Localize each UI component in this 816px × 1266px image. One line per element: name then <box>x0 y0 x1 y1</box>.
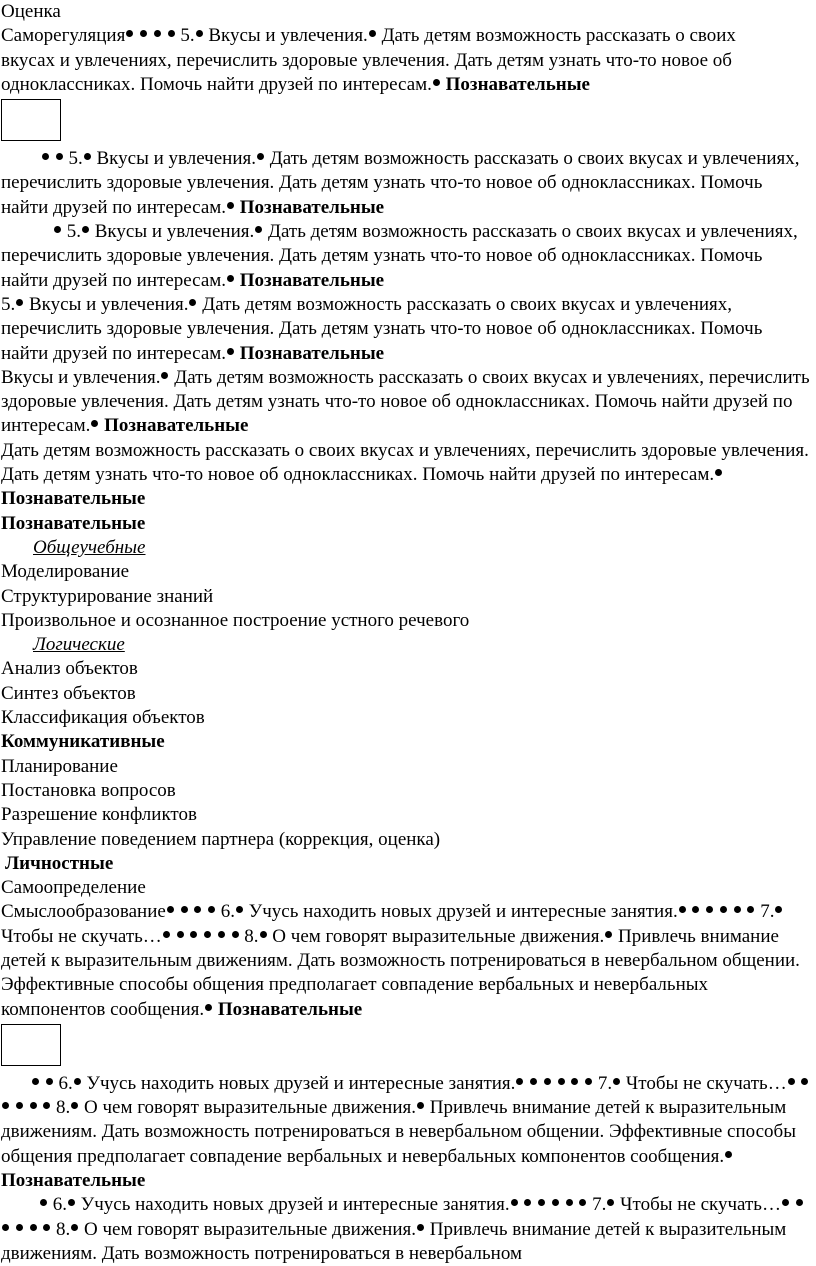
paragraph-9 <box>1 1193 813 1266</box>
bullet-icon <box>227 275 234 282</box>
text: О чем говорят выразительные движения. <box>267 925 605 947</box>
bullet-icon <box>579 1199 586 1206</box>
bullet-icon <box>227 202 234 209</box>
heading-lichnostnye: Личностные <box>5 852 114 874</box>
bullet-icon <box>613 1078 620 1085</box>
bullet-icon <box>16 1224 23 1231</box>
bullet-icon <box>369 30 376 37</box>
bullet-icon <box>30 1224 37 1231</box>
paragraph-7 <box>1 900 813 1021</box>
bullet-icon <box>796 1199 803 1206</box>
text: 5. <box>63 148 83 170</box>
text: Вкусы и увлечения. <box>203 25 368 47</box>
bullet-icon <box>747 906 754 913</box>
text: 6. <box>53 1072 73 1094</box>
bullet-icon <box>196 30 203 37</box>
bullet-icon <box>177 931 184 938</box>
bullet-icon <box>189 299 196 306</box>
text: 5. <box>62 221 81 243</box>
paragraph-3 <box>1 220 813 293</box>
bullet-icon <box>168 30 175 37</box>
list-item: Моделирование <box>1 561 130 583</box>
text-bold: Познавательные <box>213 998 363 1020</box>
bullet-icon <box>43 1102 50 1109</box>
list-item: Самоопределение <box>1 877 146 899</box>
bullet-icon <box>30 1102 37 1109</box>
subheading-logicheskie: Логические <box>33 634 125 656</box>
text: 7. <box>755 901 775 923</box>
bullet-icon <box>91 420 98 427</box>
text: Вкусы и увлечения. <box>24 293 189 315</box>
bullet-icon <box>16 299 23 306</box>
paragraph-6 <box>1 439 813 512</box>
bullet-icon <box>558 1078 565 1085</box>
text: О чем говорят выразительные движения. <box>79 1097 416 1119</box>
bullet-icon <box>32 1078 39 1085</box>
bullet-icon <box>433 79 440 86</box>
bullet-icon <box>71 1224 78 1231</box>
bullet-icon <box>204 931 211 938</box>
bullet-icon <box>42 153 49 160</box>
bullet-icon <box>181 906 188 913</box>
bullet-icon <box>227 348 234 355</box>
bullet-icon <box>725 1151 732 1158</box>
bullet-icon <box>205 1004 212 1011</box>
bullet-icon <box>530 1078 537 1085</box>
bullet-icon <box>46 1078 53 1085</box>
text: Вкусы и увлечения. <box>1 366 161 388</box>
document-page <box>1 0 813 1266</box>
text: Учусь находить новых друзей и интересные занятия. <box>76 1194 510 1216</box>
text: 8. <box>51 1218 71 1240</box>
text-bold: Познавательные <box>235 342 385 364</box>
list-item: Синтез объектов <box>1 682 136 704</box>
text: Дать детям возможность рассказать о своих вкусах и увлечениях, перечислить здоровые увлечения. Дать детям узнать что-то новое об одноклассниках. Помочь найти друзей по интересам. <box>1 366 810 437</box>
bullet-icon <box>84 153 91 160</box>
text-bold: Познавательные <box>1 1170 146 1192</box>
heading-poznavatelnye: Познавательные <box>1 512 146 534</box>
bullet-icon <box>524 1199 531 1206</box>
empty-box <box>1 1024 61 1066</box>
bullet-icon <box>585 1078 592 1085</box>
bullet-icon <box>552 1199 559 1206</box>
bullet-icon <box>140 30 147 37</box>
bullet-icon <box>167 906 174 913</box>
text-bold: Познавательные <box>440 73 590 95</box>
bullet-icon <box>538 1199 545 1206</box>
bullet-icon <box>236 906 243 913</box>
text: Вкусы и увлечения. <box>91 148 256 170</box>
text: Учусь находить новых друзей и интересные занятия. <box>244 901 678 923</box>
bullet-icon <box>775 906 782 913</box>
text: Дать детям возможность рассказать о своих вкусах и увлечениях, перечислить здоровые увлечения. Дать детям узнать что-то новое об одноклассниках. Помочь найти друзей по интересам. <box>1 221 798 291</box>
bullet-icon <box>126 30 133 37</box>
text: Привлечь внимание детей к выразительным движениям. Дать возможность потренироваться в невербальном общении. Эффективные способы общения предполагает совпадение вербальных и невербальных компонентов сообщения. <box>1 925 800 1020</box>
text-ocenka: Оценка <box>1 1 61 22</box>
bullet-icon <box>801 1078 808 1085</box>
bullet-icon <box>571 1078 578 1085</box>
text: Дать детям возможность рассказать о своих вкусах и увлечениях, перечислить здоровые увлечения. Дать детям узнать что-то новое об одноклассниках. Помочь найти друзей по интересам. <box>1 148 800 218</box>
bullet-icon <box>782 1199 789 1206</box>
bullet-icon <box>154 30 161 37</box>
bullet-icon <box>788 1078 795 1085</box>
list-item: Разрешение конфликтов <box>1 804 197 826</box>
text: 7. <box>587 1194 607 1216</box>
text: О чем говорят выразительные движения. <box>79 1218 416 1240</box>
bullet-icon <box>232 931 239 938</box>
bullet-icon <box>40 1199 47 1206</box>
text: 5. <box>175 25 195 47</box>
bullet-icon <box>260 931 267 938</box>
text-bold: Познавательные <box>99 415 249 437</box>
bullet-icon <box>194 906 201 913</box>
bullet-icon <box>734 906 741 913</box>
heading-kommunikativnye: Коммуникативные <box>1 731 165 753</box>
text: 5. <box>1 293 16 315</box>
paragraph-title <box>1 0 813 24</box>
text: Привлечь внимание детей к выразительным движениям. Дать возможность потренироваться в невербальном <box>1 1218 787 1264</box>
list-item: Структурирование знаний <box>1 585 214 607</box>
bullet-icon <box>706 906 713 913</box>
list-item: Планирование <box>1 755 118 777</box>
bullet-icon <box>54 226 61 233</box>
text-bold: Познавательные <box>1 488 146 510</box>
text: Чтобы не скучать… <box>1 925 162 947</box>
bullet-icon <box>43 1224 50 1231</box>
bullet-icon <box>417 1102 424 1109</box>
bullet-icon <box>2 1224 9 1231</box>
text: Чтобы не скучать… <box>621 1072 787 1094</box>
bullet-icon <box>544 1078 551 1085</box>
empty-box <box>1 99 61 141</box>
bullet-icon <box>607 1199 614 1206</box>
bullet-icon <box>511 1199 518 1206</box>
paragraph-2 <box>1 147 813 220</box>
paragraph-1 <box>1 24 813 97</box>
text-bold: Познавательные <box>235 269 385 291</box>
text: Дать детям возможность рассказать о своих вкусах и увлечениях, перечислить здоровые увлечения. Дать детям узнать что-то новое об одноклассниках. Помочь найти друзей по интересам. <box>1 439 809 486</box>
bullet-icon <box>161 372 168 379</box>
bullet-icon <box>68 1199 75 1206</box>
text-bold: Познавательные <box>235 196 385 218</box>
bullet-icon <box>2 1102 9 1109</box>
text: Смыслообразование <box>1 901 166 923</box>
bullet-icon <box>71 1102 78 1109</box>
text: 7. <box>593 1072 613 1094</box>
bullet-icon <box>417 1224 424 1231</box>
text: Привлечь внимание детей к выразительным движениям. Дать возможность потренироваться в невербальном общении. Эффективные способы общения предполагает совпадение вербальных и невербальных компонентов сообщения. <box>1 1097 796 1167</box>
bullet-icon <box>16 1102 23 1109</box>
paragraph-4 <box>1 293 813 366</box>
bullet-icon <box>257 153 264 160</box>
bullet-icon <box>516 1078 523 1085</box>
subheading-obsheuchebnye: Общеучебные <box>33 536 146 558</box>
bullet-icon <box>566 1199 573 1206</box>
bullet-icon <box>605 931 612 938</box>
paragraph-5 <box>1 366 813 439</box>
text: Учусь находить новых друзей и интересные занятия. <box>81 1072 516 1094</box>
bullet-icon <box>218 931 225 938</box>
list-item: Анализ объектов <box>1 658 138 680</box>
bullet-icon <box>163 931 170 938</box>
text: Саморегуляция <box>1 25 126 47</box>
list-item: Произвольное и осознанное построение устного речевого <box>1 609 470 631</box>
text: 6. <box>48 1194 67 1216</box>
list-item: Управление поведением партнера (коррекция, оценка) <box>1 828 441 850</box>
bullet-icon <box>255 226 262 233</box>
bullet-icon <box>715 469 722 476</box>
bullet-icon <box>190 931 197 938</box>
text: Дать детям возможность рассказать о своих вкусах и увлечениях, перечислить здоровые увлечения. Дать детям узнать что-то новое об одноклассниках. Помочь найти друзей по интересам. <box>1 293 763 364</box>
bullet-icon <box>56 153 63 160</box>
text: 8. <box>51 1097 71 1119</box>
bullet-icon <box>208 906 215 913</box>
text: Чтобы не скучать… <box>615 1194 781 1216</box>
bullet-icon <box>82 226 89 233</box>
list-item: Постановка вопросов <box>1 779 176 801</box>
paragraph-8 <box>1 1072 813 1193</box>
bullet-icon <box>720 906 727 913</box>
text: 8. <box>239 925 259 947</box>
bullet-icon <box>74 1078 81 1085</box>
text: 6. <box>216 901 236 923</box>
bullet-icon <box>679 906 686 913</box>
text: Вкусы и увлечения. <box>90 221 255 243</box>
text: Дать детям возможность рассказать о своих вкусах и увлечениях, перечислить здоровые увлечения. Дать детям узнать что-то новое об одноклассниках. Помочь найти друзей по интересам. <box>1 25 736 95</box>
bullet-icon <box>692 906 699 913</box>
list-item: Классификация объектов <box>1 707 205 729</box>
